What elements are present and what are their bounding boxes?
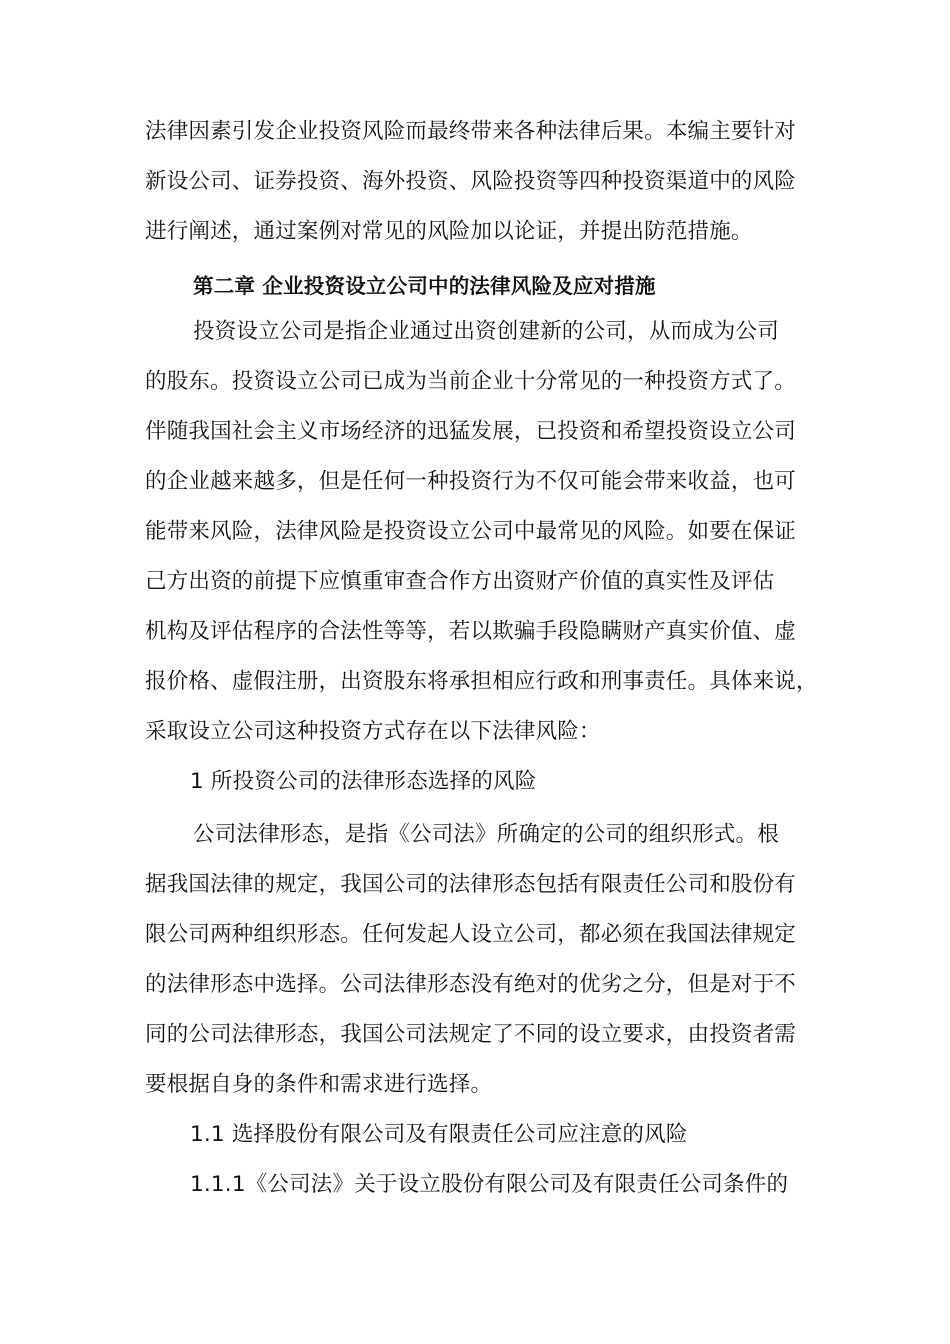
paragraph-line: 的法律形态中选择。公司法律形态没有绝对的优劣之分，但是对于不 (145, 972, 797, 997)
subsection-title: 1.1 选择股份有限公司及有限责任公司应注意的风险 (190, 1122, 688, 1147)
paragraph-line: 采取设立公司这种投资方式存在以下法律风险： (145, 719, 601, 744)
paragraph-line: 公司法律形态，是指《公司法》所确定的公司的组织形式。根 (193, 822, 779, 847)
paragraph-line: 己方出资的前提下应慎重审查合作方出资财产价值的真实性及评估 (145, 569, 775, 594)
paragraph-line: 的股东。投资设立公司已成为当前企业十分常见的一种投资方式了。 (145, 369, 797, 394)
paragraph-line: 新设公司、证券投资、海外投资、风险投资等四种投资渠道中的风险 (145, 169, 797, 194)
section-title: 1 所投资公司的法律形态选择的风险 (190, 769, 537, 794)
paragraph-line: 伴随我国社会主义市场经济的迅猛发展，已投资和希望投资设立公司 (145, 419, 797, 444)
paragraph-line: 投资设立公司是指企业通过出资创建新的公司，从而成为公司 (193, 319, 779, 344)
paragraph-line: 同的公司法律形态，我国公司法规定了不同的设立要求，由投资者需 (145, 1022, 797, 1047)
chapter-heading: 第二章 企业投资设立公司中的法律风险及应对措施 (193, 274, 656, 298)
paragraph-line: 进行阐述，通过案例对常见的风险加以论证，并提出防范措施。 (145, 219, 753, 244)
paragraph-line: 机构及评估程序的合法性等等，若以欺骗手段隐瞒财产真实价值、虚 (145, 619, 797, 644)
paragraph-line: 能带来风险，法律风险是投资设立公司中最常见的风险。如要在保证 (145, 519, 797, 544)
paragraph-line: 法律因素引发企业投资风险而最终带来各种法律后果。本编主要针对 (145, 119, 797, 144)
paragraph-line: 报价格、虚假注册，出资股东将承担相应行政和刑事责任。具体来说， (145, 669, 818, 694)
paragraph-line: 要根据自身的条件和需求进行选择。 (145, 1072, 493, 1097)
subsection-title: 1.1.1《公司法》关于设立股份有限公司及有限责任公司条件的 (190, 1172, 789, 1197)
paragraph-line: 据我国法律的规定，我国公司的法律形态包括有限责任公司和股份有 (145, 872, 797, 897)
paragraph-line: 的企业越来越多，但是任何一种投资行为不仅可能会带来收益，也可 (145, 469, 797, 494)
paragraph-line: 限公司两种组织形态。任何发起人设立公司，都必须在我国法律规定 (145, 922, 797, 947)
